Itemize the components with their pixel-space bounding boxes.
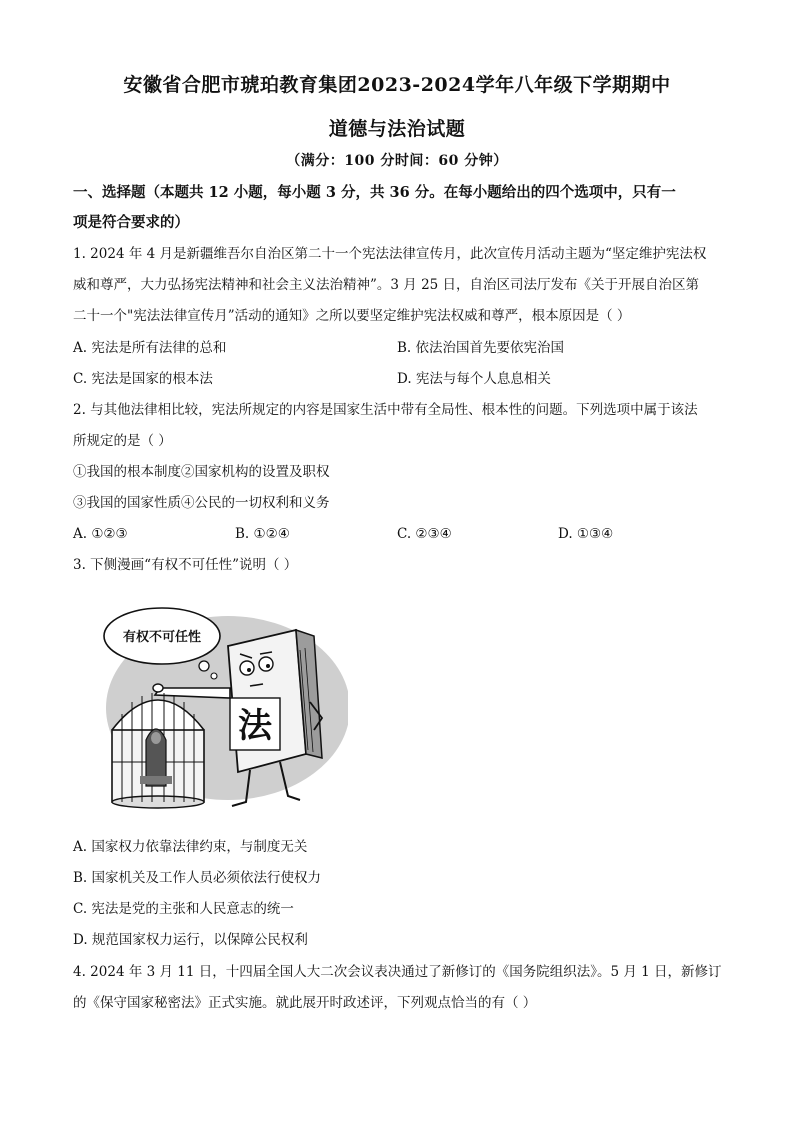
q2-option-b: B. ①②④	[235, 526, 290, 542]
q2-stem-line2: 所规定的是（ ）	[73, 433, 172, 449]
q1-option-d: D. 宪法与每个人息息相关	[397, 371, 551, 387]
q3-option-d: D. 规范国家权力运行，以保障公民权利	[73, 932, 308, 948]
q2-stem-line1: 2. 与其他法律相比较，宪法所规定的内容是国家生活中带有全局性、根本性的问题。下列选项中属于该法	[73, 402, 698, 418]
book-label: 法	[238, 706, 272, 746]
speech-bubble-text: 有权不可任性	[122, 630, 202, 645]
exam-title: 安徽省合肥市琥珀教育集团2023-2024学年八年级下学期期中	[123, 74, 671, 96]
exam-meta: （满分：100 分时间：60 分钟）	[286, 153, 508, 169]
cartoon-image	[100, 590, 348, 820]
q1-option-a: A. 宪法是所有法律的总和	[73, 340, 227, 356]
q1-option-b: B. 依法治国首先要依宪治国	[397, 340, 565, 356]
q1-stem-line2: 威和尊严，大力弘扬宪法精神和社会主义法治精神”。3 月 25 日，自治区司法厅发布《关于开展自治区第	[73, 277, 700, 293]
q3-option-b: B. 国家机关及工作人员必须依法行使权力	[73, 870, 322, 886]
q2-statement-line2: ③我国的国家性质④公民的一切权利和义务	[73, 495, 330, 511]
q1-stem-line1: 1. 2024 年 4 月是新疆维吾尔自治区第二十一个宪法法律宣传月，此次宣传月活动主题为“坚定维护宪法权	[73, 246, 707, 262]
q2-option-a: A. ①②③	[73, 526, 128, 542]
q1-stem-line3: 二十一个"宪法法律宣传月”活动的通知》之所以要坚定维护宪法权威和尊严，根本原因是（ ）	[73, 308, 631, 324]
q1-option-c: C. 宪法是国家的根本法	[73, 371, 213, 387]
q3-option-a: A. 国家权力依靠法律约束，与制度无关	[73, 839, 308, 855]
q3-stem: 3. 下侧漫画“有权不可任性”说明（ ）	[73, 557, 298, 573]
section-heading-cont: 项是符合要求的）	[73, 214, 189, 231]
q4-stem-line1: 4. 2024 年 3 月 11 日，十四届全国人大二次会议表决通过了新修订的《国务院组织法》。5 月 1 日，新修订	[73, 964, 722, 980]
q3-option-c: C. 宪法是党的主张和人民意志的统一	[73, 901, 294, 917]
q4-stem-line2: 的《保守国家秘密法》正式实施。就此展开时政述评，下列观点恰当的有（ ）	[73, 995, 537, 1011]
section-heading: 一、选择题（本题共 12 小题，每小题 3 分，共 36 分。在每小题给出的四个选项中，只有一	[73, 184, 676, 201]
q2-option-d: D. ①③④	[558, 526, 614, 542]
q2-option-c: C. ②③④	[397, 526, 452, 542]
exam-subject: 道德与法治试题	[328, 118, 466, 140]
q2-statement-line1: ①我国的根本制度②国家机构的设置及职权	[73, 464, 330, 480]
